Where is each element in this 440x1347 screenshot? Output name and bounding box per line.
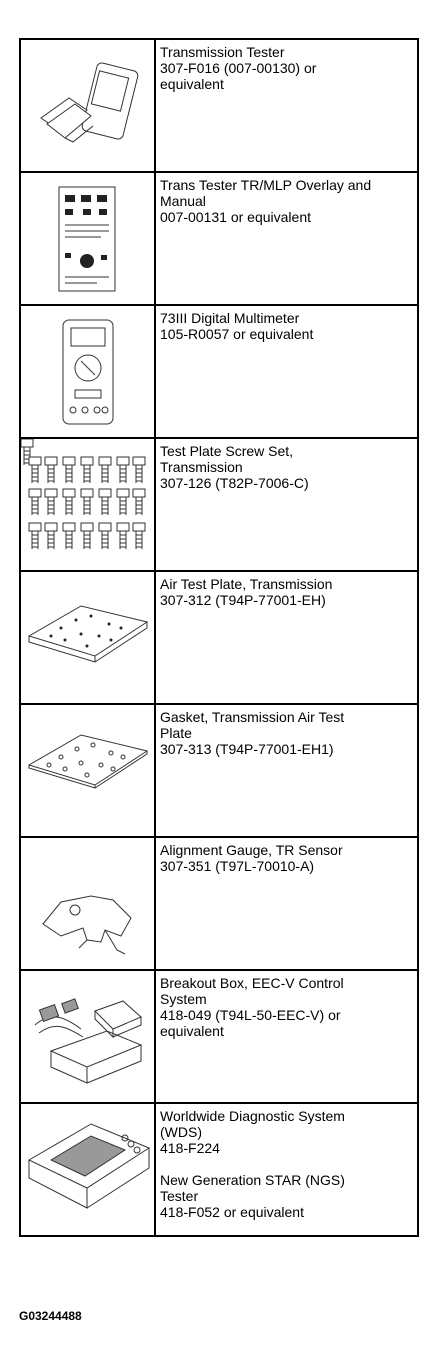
tool-text-line: 307-313 (T94P-77001-EH1) bbox=[160, 741, 334, 757]
multimeter-icon bbox=[21, 306, 154, 437]
breakout-box-icon bbox=[21, 971, 154, 1102]
tool-description-cell bbox=[155, 571, 418, 704]
tool-description-cell bbox=[155, 438, 418, 571]
tool-text-line: Manual bbox=[160, 193, 206, 209]
tool-text-line: 007-00131 or equivalent bbox=[160, 209, 312, 225]
tool-text-line: 418-F224 bbox=[160, 1140, 220, 1156]
air-test-plate-icon bbox=[21, 572, 154, 703]
tool-text-line: Gasket, Transmission Air Test bbox=[160, 709, 345, 725]
tool-row bbox=[20, 39, 418, 172]
screw-set-icon bbox=[21, 439, 154, 570]
diagnostic-system-icon bbox=[21, 1104, 154, 1235]
tool-text-line: 307-312 (T94P-77001-EH) bbox=[160, 592, 326, 608]
tool-text-line: Air Test Plate, Transmission bbox=[160, 576, 333, 592]
tool-text-line: equivalent bbox=[160, 1023, 224, 1039]
tool-description-cell bbox=[155, 172, 418, 305]
tool-text-line: Transmission Tester bbox=[160, 44, 285, 60]
tool-text-line: Transmission bbox=[160, 459, 243, 475]
tool-text-line: 73III Digital Multimeter bbox=[160, 310, 300, 326]
tool-text-line: Tester bbox=[160, 1188, 199, 1204]
tool-illustration-cell bbox=[20, 39, 155, 172]
tool-row bbox=[20, 1103, 418, 1236]
tool-illustration-cell bbox=[20, 172, 155, 305]
tool-text-line: 418-F052 or equivalent bbox=[160, 1204, 304, 1220]
tool-text-line: 418-049 (T94L-50-EEC-V) or bbox=[160, 1007, 341, 1023]
tool-description-cell bbox=[155, 704, 418, 837]
gasket-icon bbox=[21, 705, 154, 836]
tool-row bbox=[20, 837, 418, 970]
tool-row bbox=[20, 704, 418, 837]
tool-text-line: New Generation STAR (NGS) bbox=[160, 1172, 345, 1188]
tool-text-line: Plate bbox=[160, 725, 192, 741]
tool-description-cell bbox=[155, 970, 418, 1103]
tool-illustration-cell bbox=[20, 438, 155, 571]
tool-text-line bbox=[160, 1156, 413, 1172]
tool-text-line: 307-F016 (007-00130) or bbox=[160, 60, 317, 76]
tool-row bbox=[20, 172, 418, 305]
tool-text-line: System bbox=[160, 991, 207, 1007]
tool-text-line: equivalent bbox=[160, 76, 224, 92]
tool-illustration-cell bbox=[20, 837, 155, 970]
overlay-manual-icon bbox=[21, 173, 154, 304]
tool-illustration-cell bbox=[20, 970, 155, 1103]
tool-illustration-cell bbox=[20, 704, 155, 837]
tool-text-line: Test Plate Screw Set, bbox=[160, 443, 294, 459]
tool-text-line: Worldwide Diagnostic System bbox=[160, 1108, 345, 1124]
tool-row bbox=[20, 970, 418, 1103]
tool-text-line: Breakout Box, EEC-V Control bbox=[160, 975, 344, 991]
special-tools-table bbox=[19, 38, 419, 1237]
tool-description-cell bbox=[155, 305, 418, 438]
tool-text-line: 307-351 (T97L-70010-A) bbox=[160, 858, 315, 874]
tool-text-line: 307-126 (T82P-7006-C) bbox=[160, 475, 309, 491]
tool-description-cell bbox=[155, 1103, 418, 1236]
tool-row bbox=[20, 305, 418, 438]
tool-text-line: (WDS) bbox=[160, 1124, 202, 1140]
transmission-tester-icon bbox=[21, 40, 154, 171]
tool-illustration-cell bbox=[20, 305, 155, 438]
figure-code: G03244488 bbox=[19, 1309, 82, 1323]
tool-description-cell bbox=[155, 837, 418, 970]
tool-row bbox=[20, 571, 418, 704]
tool-row bbox=[20, 438, 418, 571]
tool-text-line: Trans Tester TR/MLP Overlay and bbox=[160, 177, 372, 193]
tool-illustration-cell bbox=[20, 1103, 155, 1236]
tool-illustration-cell bbox=[20, 571, 155, 704]
tool-text-line: 105-R0057 or equivalent bbox=[160, 326, 314, 342]
tool-description-cell bbox=[155, 39, 418, 172]
tool-text-line: Alignment Gauge, TR Sensor bbox=[160, 842, 343, 858]
alignment-gauge-icon bbox=[21, 838, 154, 969]
